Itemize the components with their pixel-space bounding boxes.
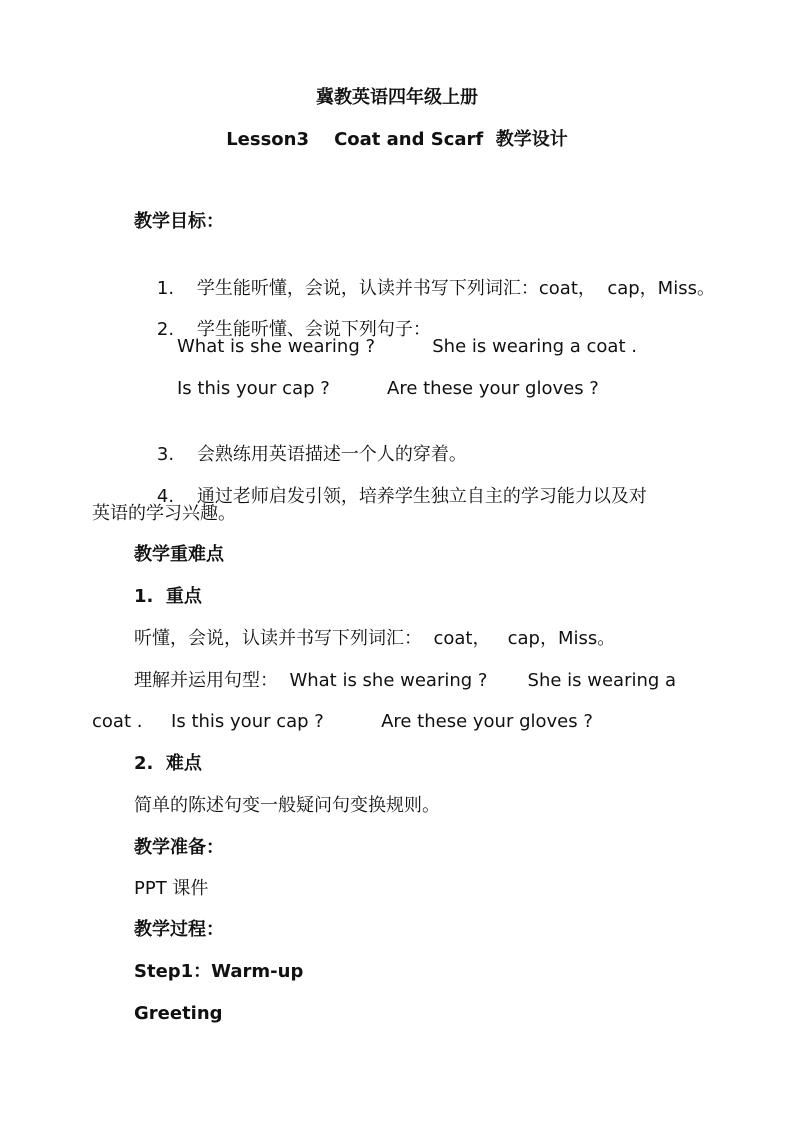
objective-item-1-text: 学生能听懂，会说，认读并书写下列词汇：coat， cap，Miss。 — [196, 278, 715, 299]
greeting-heading: Greeting — [134, 1003, 223, 1024]
objective-item-2-number: 2. — [156, 319, 175, 340]
objective-item-3-text: 会熟练用英语描述一个人的穿着。 — [196, 444, 467, 465]
objective-item-2-text: 学生能听懂、会说下列句子： — [196, 319, 431, 340]
objective-item-4-continuation: 英语的学习兴趣。 — [92, 503, 236, 524]
focus-text-3: coat . Is this your cap ? Are these your gloves ? — [92, 711, 593, 732]
focus-text-2: 理解并运用句型： What is she wearing ? She is wearing a — [134, 670, 677, 691]
process-heading: 教学过程： — [134, 919, 224, 940]
preparation-heading: 教学准备： — [134, 837, 224, 858]
objective-item-4-number: 4. — [156, 486, 175, 507]
focus-label: 1. 重点 — [134, 586, 202, 607]
preparation-text: PPT 课件 — [134, 878, 209, 899]
step1-heading: Step1：Warm-up — [134, 961, 304, 982]
objective-sentences-line-1: What is she wearing ? She is wearing a coat . — [177, 336, 637, 357]
objective-sentences-line-2: Is this your cap ? Are these your gloves ? — [177, 378, 599, 399]
objective-item-1-number: 1. — [156, 278, 175, 299]
document-title: 冀教英语四年级上册 — [316, 87, 478, 108]
document-subtitle: Lesson3 Coat and Scarf 教学设计 — [226, 129, 568, 150]
objective-item-3-number: 3. — [156, 444, 175, 465]
difficulty-label: 2. 难点 — [134, 753, 202, 774]
difficulty-text: 简单的陈述句变一般疑问句变换规则。 — [134, 795, 440, 816]
key-points-heading: 教学重难点 — [134, 544, 224, 565]
objectives-heading: 教学目标： — [134, 211, 224, 232]
focus-text-1: 听懂，会说，认读并书写下列词汇： coat， cap，Miss。 — [134, 628, 616, 649]
objective-item-4-text: 通过老师启发引领，培养学生独立自主的学习能力以及对 — [196, 486, 647, 507]
